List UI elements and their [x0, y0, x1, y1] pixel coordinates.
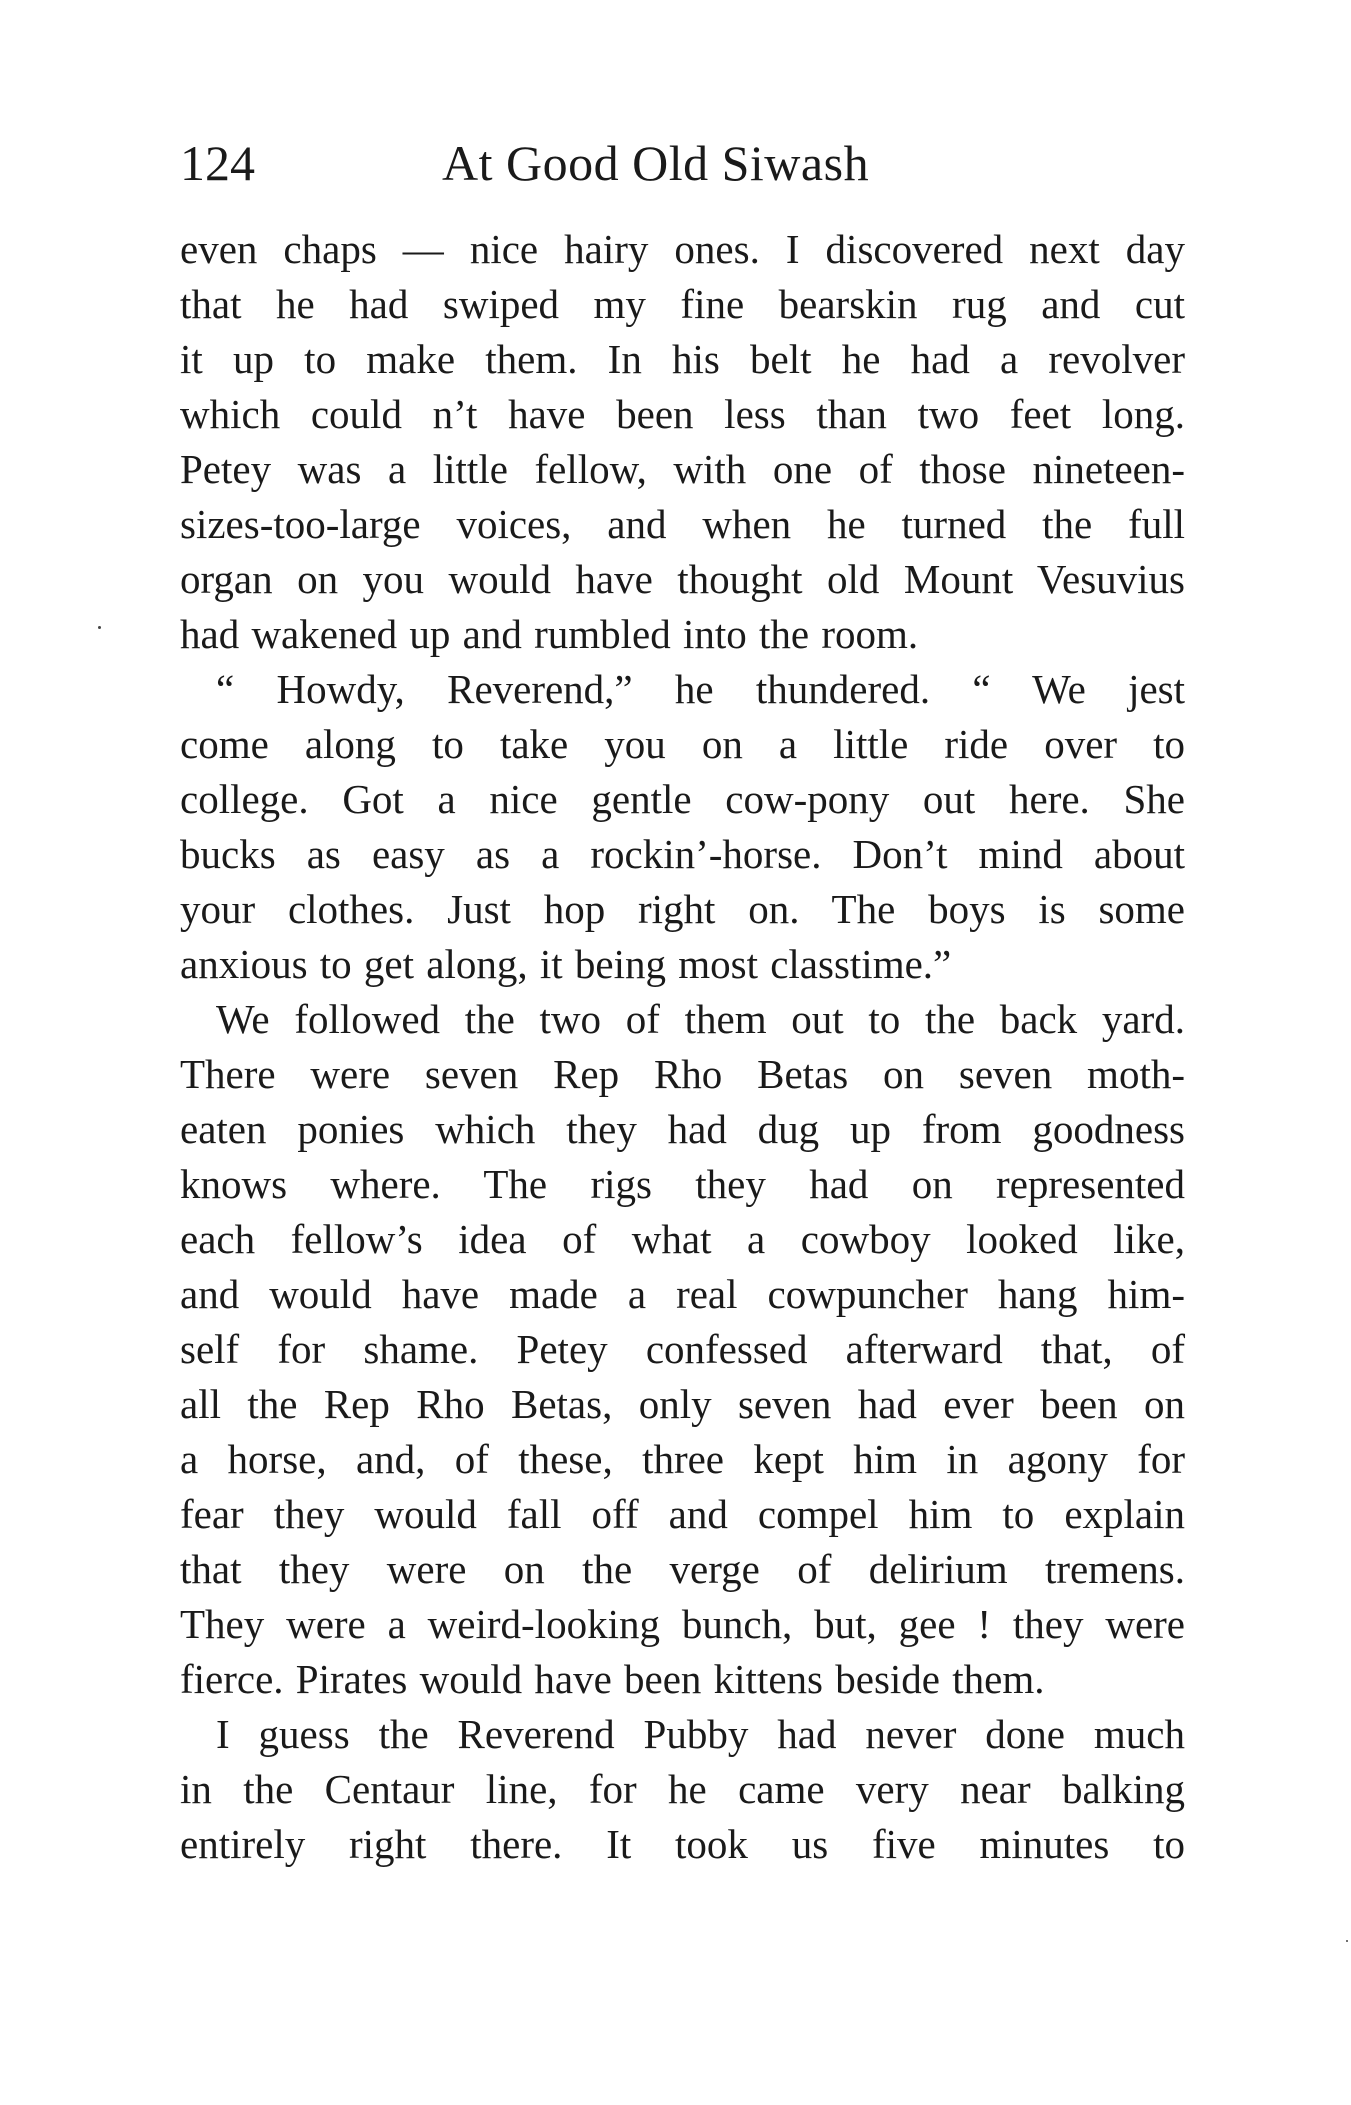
text-line: anxious to get along, it being most classtime.” — [180, 941, 952, 987]
text-line: bucks as easy as a rockin’-horse. Don’t mind about — [180, 831, 1185, 877]
text-line: We followed the two of them out to the back yard. — [216, 996, 1185, 1042]
text-line: knows where. The rigs they had on represented — [180, 1161, 1185, 1207]
text-line: even chaps — nice hairy ones. I discovered next day — [180, 226, 1185, 272]
text-line: that they were on the verge of delirium tremens. — [180, 1546, 1185, 1592]
text-line: which could n’t have been less than two feet long. — [180, 391, 1185, 437]
body-text — [180, 222, 1185, 1872]
running-head: At Good Old Siwash — [442, 135, 870, 191]
text-line: There were seven Rep Rho Betas on seven moth- — [180, 1051, 1185, 1097]
text-line: it up to make them. In his belt he had a revolver — [180, 336, 1185, 382]
text-line: They were a weird-looking bunch, but, gee ! they were — [180, 1601, 1185, 1647]
scan-speck — [1346, 1940, 1348, 1942]
text-line: eaten ponies which they had dug up from goodness — [180, 1106, 1185, 1152]
text-line: all the Rep Rho Betas, only seven had ever been on — [180, 1381, 1185, 1427]
paragraph — [180, 1707, 1185, 1872]
text-line: come along to take you on a little ride over to — [180, 721, 1185, 767]
text-line: sizes-too-large voices, and when he turned the full — [180, 501, 1185, 547]
text-line: “ Howdy, Reverend,” he thundered. “ We jest — [216, 666, 1185, 712]
text-line: self for shame. Petey confessed afterward that, of — [180, 1326, 1185, 1372]
page-header — [180, 128, 1185, 198]
text-line: I guess the Reverend Pubby had never done much — [216, 1711, 1185, 1757]
text-line: college. Got a nice gentle cow-pony out here. She — [180, 776, 1185, 822]
text-line: entirely right there. It took us five minutes to — [180, 1821, 1185, 1867]
text-line: had wakened up and rumbled into the room. — [180, 611, 919, 657]
text-line: and would have made a real cowpuncher hang him- — [180, 1271, 1185, 1317]
text-line: that he had swiped my fine bearskin rug and cut — [180, 281, 1185, 327]
text-line: fear they would fall off and compel him to explain — [180, 1491, 1185, 1537]
text-line: Petey was a little fellow, with one of those nineteen- — [180, 446, 1185, 492]
paragraph — [180, 662, 1185, 992]
paragraph — [180, 992, 1185, 1707]
page-number: 124 — [180, 135, 255, 191]
text-line: organ on you would have thought old Mount Vesuvius — [180, 556, 1185, 602]
text-line: your clothes. Just hop right on. The boys is some — [180, 886, 1185, 932]
text-line: a horse, and, of these, three kept him in agony for — [180, 1436, 1185, 1482]
scan-speck — [98, 626, 101, 629]
paragraph — [180, 222, 1185, 662]
text-line: fierce. Pirates would have been kittens beside them. — [180, 1656, 1045, 1702]
text-line: each fellow’s idea of what a cowboy looked like, — [180, 1216, 1185, 1262]
text-line: in the Centaur line, for he came very near balking — [180, 1766, 1185, 1812]
